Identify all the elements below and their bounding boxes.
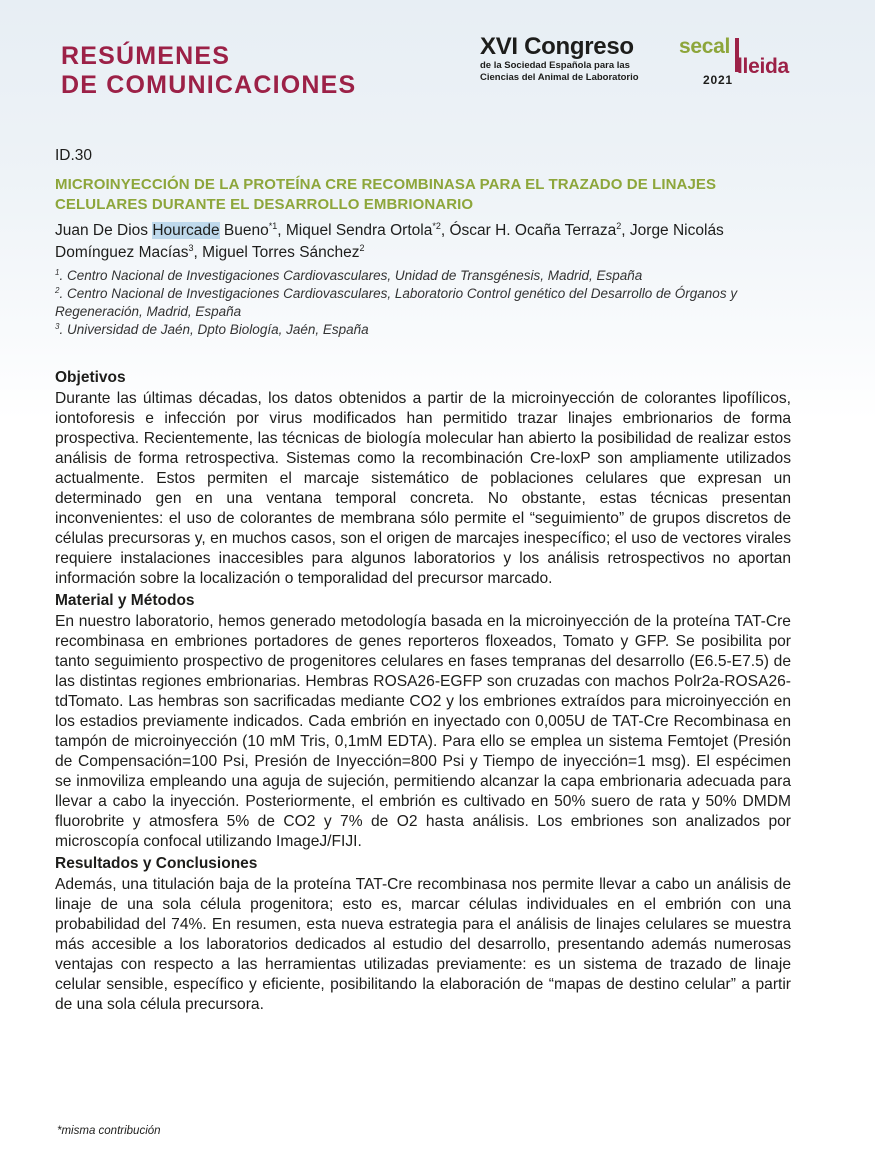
logo-year: 2021	[703, 73, 733, 87]
affiliation-text: . Centro Nacional de Investigaciones Cardiovasculares, Laboratorio Control genético del Desarrollo de Órganos y Regeneración, Madrid, España	[55, 286, 738, 319]
section-body-material-metodos: En nuestro laboratorio, hemos generado metodología basada en la microinyección de la proteína TAT-Cre recombinasa en embriones portadores de genes reporteros floxeados, Tomato y GFP. Se posibilita por tanto seguimiento prospectivo de progenitores celulares en fases tempranas del desarrollo (E6.5-E7.5) de las distintas regiones embrionarias. Hembras ROSA26-EGFP son cruzadas con machos Polr2a-ROSA26-tdTomato. Las hembras son sacrificadas mediante CO2 y los embriones extraídos para microinyección en los estadios previamente indicados. Cada embrión en inyectado con 0,005U de TAT-Cre Recombinasa en tampón de microinyección (10 mM Tris, 0,1mM EDTA). Para ello se emplea un sistema Femtojet (Presión de Compensación=100 Psi, Presión de Inyección=800 Psi y Tiempo de inyección=1 msg). El espécimen se inmoviliza empleando una aguja de sujeción, permitiendo alcanzar la capa embrionaria adecuada para llevar a cabo la inyección. Posteriormente, el embrión es cultivado en 50% suero de rata y 50% DMDM fluorobrite y atmosfera 5% de CO2 y 7% de O2 hasta análisis. Los embriones son analizados por microscopía confocal utilizando ImageJ/FIJI.	[55, 613, 791, 850]
abstract-content	[55, 146, 791, 1017]
logo-lleida-text: lleida	[737, 55, 789, 78]
author-5-name: , Miguel Torres Sánchez	[193, 244, 360, 261]
affiliation-number: 2	[55, 286, 60, 295]
author-2-affiliation-mark: *2	[432, 221, 441, 231]
section-body-objetivos: Durante las últimas décadas, los datos obtenidos a partir de la microinyección de colorantes lipofílicos, iontoforesis e infección por virus modificados han permitido trazar linajes embrionarios de forma prospectiva. Recientemente, las técnicas de biología molecular han abierto la posibilidad de realizar estos análisis de forma retrospectiva. Sistemas como la recombinación Cre-loxP son ampliamente utilizados actualmente. Estos permiten el marcaje sistemático de poblaciones celulares que expresan un determinado gen en una ventana temporal concreta. No obstante, estas técnicas presentan inconvenientes: el uso de colorantes de membrana sólo permite el “seguimiento” de grupos discretos de células precursoras y, en muchos casos, son el origen de marcajes inespecífico; el uso de vectores virales requiere instalaciones inaccesibles para algunos laboratorios y los análisis retrospectivos no aportan información sobre la localización o temporalidad del precursor marcado.	[55, 390, 791, 587]
footnote: *misma contribución	[57, 1125, 161, 1137]
section-header	[61, 42, 356, 100]
header-title-line2: DE COMUNICACIONES	[61, 71, 357, 99]
affiliation-number: 3	[55, 322, 60, 331]
author-1-name-start: Juan De Dios	[55, 222, 153, 239]
abstract-id: ID.30	[55, 147, 93, 164]
author-5-affiliation-mark: 2	[359, 243, 365, 253]
affiliation-item	[55, 321, 791, 339]
author-4-name: , Jorge Nicolás Domínguez Macías	[55, 222, 724, 261]
section-body-resultados: Además, una titulación baja de la proteína TAT-Cre recombinasa nos permite llevar a cabo un análisis de linaje de una sola célula progenitora; esto es, marcar células individuales en el embrión con una probabilidad del 74%. En resumen, esta nueva estrategia para el análisis de linajes celulares se muestra más accesible a los laboratorios dedicados al estudio del desarrollo, presentando además numerosas ventajas con respecto a las herramientas utilizadas previamente: es un sistema de trazado de linaje celular sensible, específico y eficiente, posibilitando la elaboración de “mapas de destino celular” a partir de una sola célula precursora.	[55, 876, 791, 1013]
header-title-line1: RESÚMENES	[61, 42, 231, 70]
affiliation-number: 1	[55, 268, 60, 277]
author-1-name-end: Bueno	[219, 222, 269, 239]
author-1-highlighted-surname: Hourcade	[152, 222, 220, 239]
congress-name: XVI Congreso	[480, 33, 634, 60]
secal-lleida-logo	[679, 36, 789, 88]
section-heading-material-metodos: Material y Métodos	[55, 592, 195, 609]
abstract-title: MICROINYECCIÓN DE LA PROTEÍNA CRE RECOMBINASA PARA EL TRAZADO DE LINAJES CELULARES DURANTE EL DESARROLLO EMBRIONARIO	[55, 176, 717, 213]
congress-subtitle-line1: de la Sociedad Española para las	[480, 60, 630, 71]
author-3-name: , Óscar H. Ocaña Terraza	[440, 222, 617, 239]
author-3-affiliation-mark: 2	[616, 221, 622, 231]
author-2-name: , Miquel Sendra Ortola	[277, 222, 433, 239]
section-heading-objetivos: Objetivos	[55, 369, 126, 386]
section-heading-resultados: Resultados y Conclusiones	[55, 855, 258, 872]
author-1-affiliation-mark: *1	[268, 221, 278, 231]
affiliation-item	[55, 285, 791, 321]
author-list	[55, 220, 791, 264]
logo-secal-text: secal	[679, 35, 731, 58]
congress-logo	[480, 34, 655, 84]
author-4-affiliation-mark: 3	[188, 243, 194, 253]
congress-subtitle-line2: Ciencias del Animal de Laboratorio	[480, 72, 639, 83]
affiliation-text: . Universidad de Jaén, Dpto Biología, Jaén, España	[59, 322, 369, 337]
affiliation-list	[55, 267, 791, 339]
affiliation-item	[55, 267, 791, 285]
affiliation-text: . Centro Nacional de Investigaciones Cardiovasculares, Unidad de Transgénesis, Madrid, España	[59, 268, 643, 283]
